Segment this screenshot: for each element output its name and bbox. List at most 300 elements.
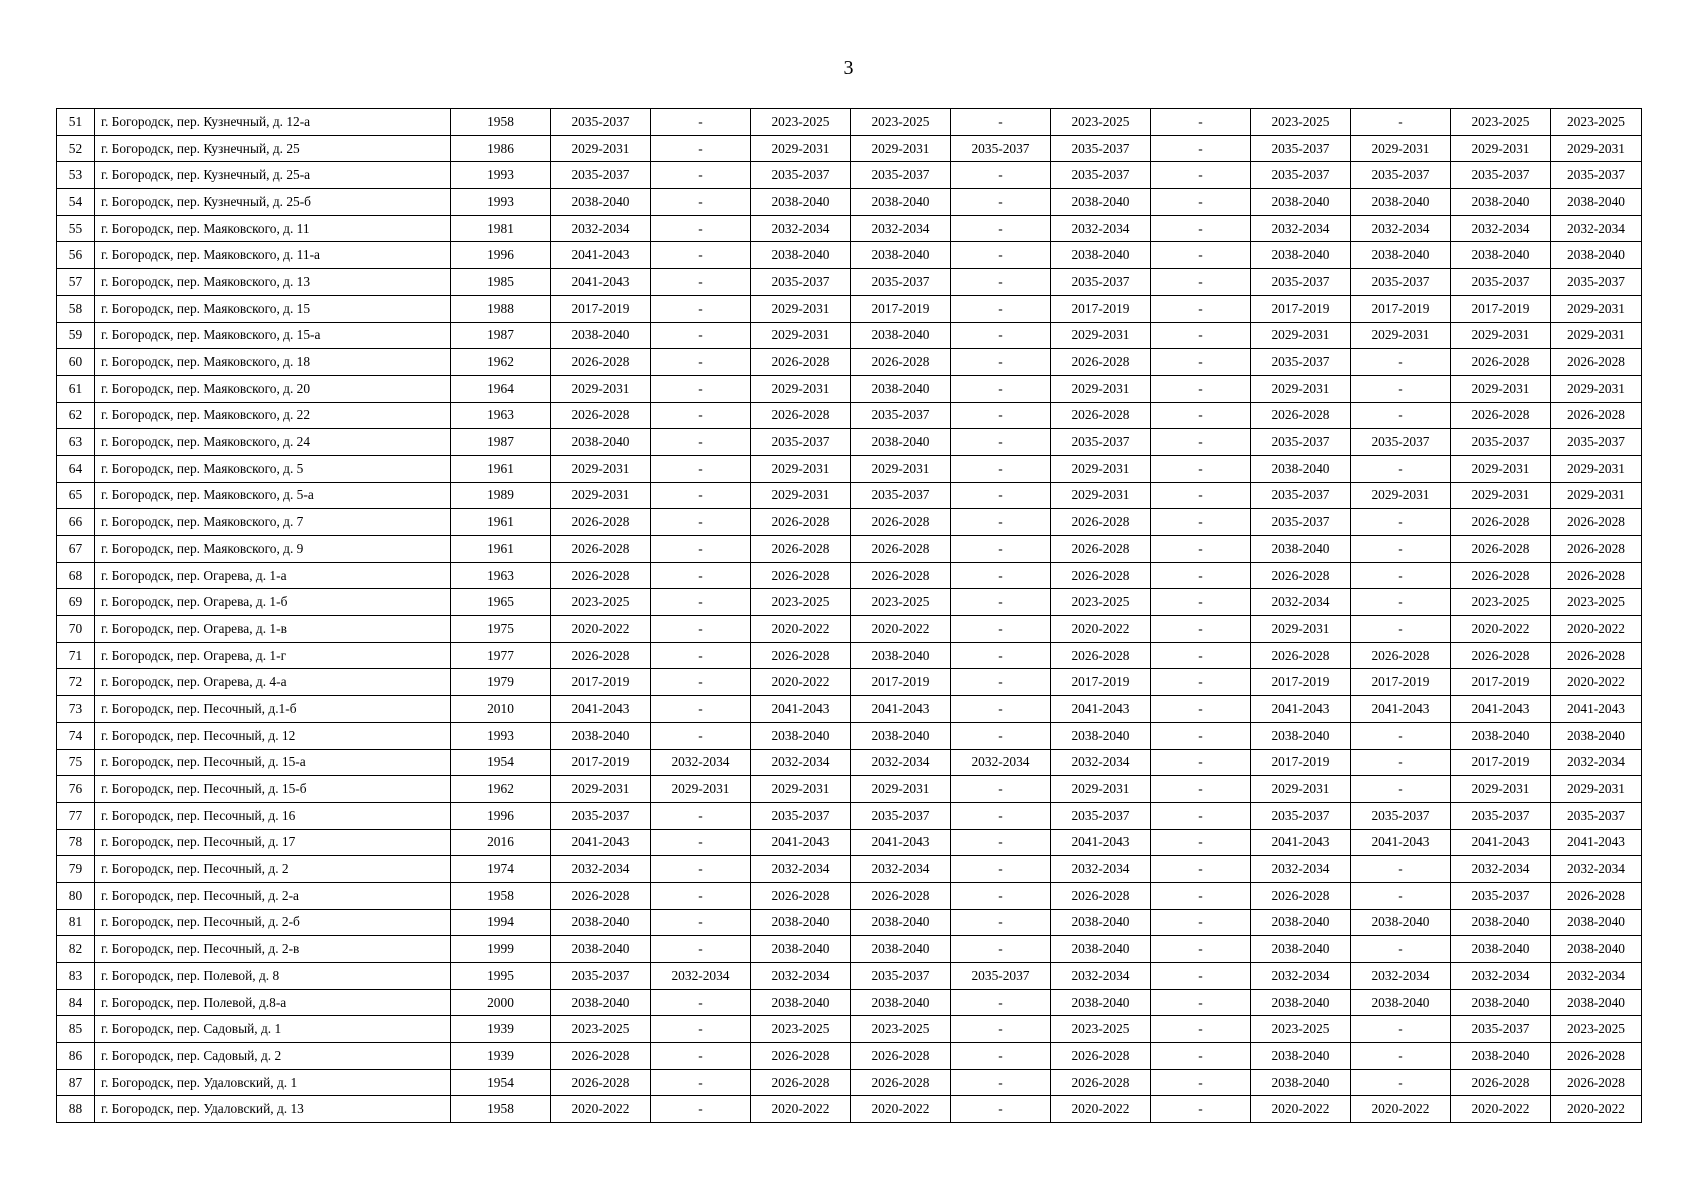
row-number-cell: 79 [57, 856, 95, 883]
period-cell: 2038-2040 [1051, 936, 1151, 963]
table-row [57, 162, 1642, 189]
row-number-cell: 64 [57, 455, 95, 482]
period-cell: 2017-2019 [551, 669, 651, 696]
period-cell: 2038-2040 [851, 242, 951, 269]
period-cell: 2029-2031 [1551, 322, 1642, 349]
period-cell: 2020-2022 [751, 669, 851, 696]
period-cell: - [1351, 375, 1451, 402]
period-cell: - [1351, 1043, 1451, 1070]
period-cell: 2026-2028 [751, 882, 851, 909]
year-built-cell: 1939 [451, 1016, 551, 1043]
table-row [57, 669, 1642, 696]
period-cell: 2038-2040 [851, 989, 951, 1016]
period-cell: - [651, 429, 751, 456]
table-row [57, 776, 1642, 803]
period-cell: 2041-2043 [1451, 829, 1551, 856]
period-cell: 2038-2040 [851, 722, 951, 749]
period-cell: 2035-2037 [1251, 802, 1351, 829]
period-cell: 2041-2043 [851, 696, 951, 723]
period-cell: 2026-2028 [1451, 402, 1551, 429]
period-cell: 2035-2037 [1451, 1016, 1551, 1043]
period-cell: 2038-2040 [1551, 989, 1642, 1016]
period-cell: - [1151, 109, 1251, 136]
period-cell: - [1351, 776, 1451, 803]
period-cell: 2035-2037 [851, 269, 951, 296]
period-cell: 2041-2043 [1351, 829, 1451, 856]
year-built-cell: 1988 [451, 295, 551, 322]
table-row [57, 429, 1642, 456]
period-cell: 2041-2043 [851, 829, 951, 856]
period-cell: 2038-2040 [1051, 242, 1151, 269]
table-row [57, 909, 1642, 936]
period-cell: - [1151, 1043, 1251, 1070]
period-cell: - [1151, 162, 1251, 189]
period-cell: 2041-2043 [751, 696, 851, 723]
period-cell: 2026-2028 [851, 509, 951, 536]
period-cell: 2026-2028 [1051, 509, 1151, 536]
period-cell: - [1351, 536, 1451, 563]
period-cell: 2035-2037 [851, 482, 951, 509]
period-cell: 2041-2043 [1351, 696, 1451, 723]
period-cell: 2029-2031 [1251, 375, 1351, 402]
period-cell: 2035-2037 [951, 135, 1051, 162]
period-cell: - [1351, 856, 1451, 883]
row-number-cell: 56 [57, 242, 95, 269]
year-built-cell: 1989 [451, 482, 551, 509]
year-built-cell: 1958 [451, 1096, 551, 1123]
table-row [57, 242, 1642, 269]
period-cell: - [651, 322, 751, 349]
period-cell: - [951, 429, 1051, 456]
period-cell: 2026-2028 [1051, 536, 1151, 563]
period-cell: 2020-2022 [1251, 1096, 1351, 1123]
table-row [57, 749, 1642, 776]
table-row [57, 1043, 1642, 1070]
period-cell: - [1151, 1069, 1251, 1096]
period-cell: 2038-2040 [551, 989, 651, 1016]
period-cell: 2038-2040 [1451, 989, 1551, 1016]
row-number-cell: 71 [57, 642, 95, 669]
address-cell: г. Богородск, пер. Маяковского, д. 7 [95, 509, 451, 536]
period-cell: - [1151, 562, 1251, 589]
row-number-cell: 70 [57, 616, 95, 643]
period-cell: - [951, 402, 1051, 429]
period-cell: 2026-2028 [1051, 882, 1151, 909]
period-cell: - [651, 375, 751, 402]
period-cell: 2038-2040 [1551, 722, 1642, 749]
period-cell: 2023-2025 [851, 109, 951, 136]
period-cell: - [651, 616, 751, 643]
period-cell: 2038-2040 [551, 189, 651, 216]
period-cell: 2029-2031 [751, 482, 851, 509]
table-row [57, 135, 1642, 162]
year-built-cell: 1962 [451, 349, 551, 376]
period-cell: - [651, 402, 751, 429]
period-cell: - [1151, 402, 1251, 429]
period-cell: 2035-2037 [751, 429, 851, 456]
period-cell: - [1151, 776, 1251, 803]
period-cell: - [1151, 669, 1251, 696]
period-cell: 2035-2037 [1251, 349, 1351, 376]
period-cell: - [1151, 135, 1251, 162]
period-cell: 2032-2034 [1251, 589, 1351, 616]
period-cell: - [651, 349, 751, 376]
address-cell: г. Богородск, пер. Песочный, д. 12 [95, 722, 451, 749]
period-cell: - [1151, 1016, 1251, 1043]
period-cell: 2023-2025 [751, 1016, 851, 1043]
year-built-cell: 1987 [451, 322, 551, 349]
period-cell: 2035-2037 [1551, 269, 1642, 296]
period-cell: 2029-2031 [551, 455, 651, 482]
period-cell: - [951, 455, 1051, 482]
period-cell: - [951, 882, 1051, 909]
period-cell: - [1351, 402, 1451, 429]
period-cell: - [951, 269, 1051, 296]
period-cell: 2038-2040 [751, 722, 851, 749]
address-cell: г. Богородск, пер. Песочный, д. 2-а [95, 882, 451, 909]
address-cell: г. Богородск, пер. Песочный, д.1-б [95, 696, 451, 723]
period-cell: 2026-2028 [551, 562, 651, 589]
address-cell: г. Богородск, пер. Удаловский, д. 13 [95, 1096, 451, 1123]
period-cell: 2035-2037 [1451, 882, 1551, 909]
period-cell: 2026-2028 [1451, 1069, 1551, 1096]
period-cell: 2026-2028 [1451, 509, 1551, 536]
address-cell: г. Богородск, пер. Маяковского, д. 5 [95, 455, 451, 482]
year-built-cell: 1974 [451, 856, 551, 883]
period-cell: 2038-2040 [1351, 989, 1451, 1016]
period-cell: 2035-2037 [1051, 162, 1151, 189]
table-row [57, 322, 1642, 349]
period-cell: 2029-2031 [551, 135, 651, 162]
period-cell: - [1151, 242, 1251, 269]
period-cell: 2026-2028 [1451, 349, 1551, 376]
period-cell: 2032-2034 [1051, 215, 1151, 242]
period-cell: 2020-2022 [1351, 1096, 1451, 1123]
address-cell: г. Богородск, пер. Маяковского, д. 11-а [95, 242, 451, 269]
address-cell: г. Богородск, пер. Огарева, д. 1-г [95, 642, 451, 669]
address-cell: г. Богородск, пер. Маяковского, д. 11 [95, 215, 451, 242]
period-cell: - [1351, 562, 1451, 589]
row-number-cell: 57 [57, 269, 95, 296]
period-cell: 2035-2037 [1051, 269, 1151, 296]
period-cell: 2023-2025 [1251, 109, 1351, 136]
period-cell: - [1151, 429, 1251, 456]
row-number-cell: 65 [57, 482, 95, 509]
period-cell: 2038-2040 [1251, 909, 1351, 936]
period-cell: - [951, 375, 1051, 402]
period-cell: 2029-2031 [1051, 375, 1151, 402]
year-built-cell: 1977 [451, 642, 551, 669]
period-cell: - [1351, 749, 1451, 776]
period-cell: 2026-2028 [851, 1043, 951, 1070]
period-cell: - [1151, 642, 1251, 669]
period-cell: 2035-2037 [551, 109, 651, 136]
period-cell: 2026-2028 [751, 562, 851, 589]
period-cell: 2017-2019 [1451, 749, 1551, 776]
period-cell: 2032-2034 [1451, 215, 1551, 242]
table-row [57, 562, 1642, 589]
period-cell: - [651, 829, 751, 856]
period-cell: - [651, 1096, 751, 1123]
period-cell: 2023-2025 [1551, 109, 1642, 136]
period-cell: - [1151, 616, 1251, 643]
period-cell: 2035-2037 [751, 802, 851, 829]
period-cell: 2035-2037 [1251, 429, 1351, 456]
period-cell: 2029-2031 [1451, 135, 1551, 162]
table-row [57, 616, 1642, 643]
row-number-cell: 58 [57, 295, 95, 322]
table-body [57, 109, 1642, 1123]
period-cell: 2032-2034 [1051, 963, 1151, 990]
year-built-cell: 1961 [451, 536, 551, 563]
period-cell: 2035-2037 [1351, 269, 1451, 296]
year-built-cell: 1964 [451, 375, 551, 402]
period-cell: 2035-2037 [1451, 802, 1551, 829]
year-built-cell: 1985 [451, 269, 551, 296]
period-cell: 2029-2031 [1051, 776, 1151, 803]
period-cell: 2041-2043 [1251, 829, 1351, 856]
period-cell: - [651, 642, 751, 669]
year-built-cell: 1954 [451, 749, 551, 776]
period-cell: 2035-2037 [551, 162, 651, 189]
table-row [57, 989, 1642, 1016]
period-cell: 2026-2028 [1251, 402, 1351, 429]
period-cell: 2038-2040 [1451, 242, 1551, 269]
row-number-cell: 54 [57, 189, 95, 216]
address-cell: г. Богородск, пер. Полевой, д. 8 [95, 963, 451, 990]
period-cell: 2026-2028 [1251, 642, 1351, 669]
period-cell: 2035-2037 [751, 269, 851, 296]
period-cell: 2035-2037 [1551, 802, 1642, 829]
period-cell: 2026-2028 [551, 536, 651, 563]
year-built-cell: 1963 [451, 402, 551, 429]
period-cell: - [651, 1043, 751, 1070]
period-cell: 2017-2019 [551, 295, 651, 322]
period-cell: 2032-2034 [1251, 963, 1351, 990]
period-cell: 2038-2040 [851, 642, 951, 669]
period-cell: - [1351, 1016, 1451, 1043]
period-cell: - [1151, 882, 1251, 909]
period-cell: 2038-2040 [1051, 189, 1151, 216]
period-cell: - [951, 589, 1051, 616]
period-cell: 2023-2025 [1051, 1016, 1151, 1043]
period-cell: 2029-2031 [1551, 455, 1642, 482]
row-number-cell: 67 [57, 536, 95, 563]
period-cell: - [651, 802, 751, 829]
period-cell: - [651, 1069, 751, 1096]
period-cell: - [951, 909, 1051, 936]
period-cell: - [1151, 936, 1251, 963]
period-cell: 2026-2028 [551, 642, 651, 669]
period-cell: 2035-2037 [1051, 429, 1151, 456]
period-cell: 2032-2034 [751, 215, 851, 242]
period-cell: 2035-2037 [1451, 162, 1551, 189]
period-cell: 2038-2040 [1551, 189, 1642, 216]
period-cell: 2029-2031 [1451, 375, 1551, 402]
period-cell: 2026-2028 [1251, 562, 1351, 589]
period-cell: - [1151, 269, 1251, 296]
period-cell: 2029-2031 [1051, 482, 1151, 509]
period-cell: 2041-2043 [551, 829, 651, 856]
period-cell: 2035-2037 [751, 162, 851, 189]
period-cell: - [1151, 375, 1251, 402]
period-cell: 2026-2028 [1051, 402, 1151, 429]
period-cell: 2029-2031 [1351, 135, 1451, 162]
table-row [57, 936, 1642, 963]
row-number-cell: 81 [57, 909, 95, 936]
row-number-cell: 73 [57, 696, 95, 723]
period-cell: 2020-2022 [1551, 1096, 1642, 1123]
period-cell: - [1151, 802, 1251, 829]
period-cell: 2026-2028 [1351, 642, 1451, 669]
period-cell: 2023-2025 [1451, 109, 1551, 136]
period-cell: 2026-2028 [1551, 349, 1642, 376]
address-cell: г. Богородск, пер. Маяковского, д. 22 [95, 402, 451, 429]
period-cell: 2041-2043 [1051, 696, 1151, 723]
period-cell: 2026-2028 [551, 1043, 651, 1070]
address-cell: г. Богородск, пер. Кузнечный, д. 25-а [95, 162, 451, 189]
period-cell: - [651, 509, 751, 536]
period-cell: 2029-2031 [751, 295, 851, 322]
period-cell: 2020-2022 [751, 1096, 851, 1123]
period-cell: 2038-2040 [1351, 909, 1451, 936]
period-cell: 2038-2040 [551, 936, 651, 963]
table-row [57, 696, 1642, 723]
period-cell: - [651, 989, 751, 1016]
period-cell: 2029-2031 [551, 375, 651, 402]
period-cell: 2035-2037 [1451, 429, 1551, 456]
address-cell: г. Богородск, пер. Садовый, д. 1 [95, 1016, 451, 1043]
row-number-cell: 86 [57, 1043, 95, 1070]
period-cell: 2029-2031 [851, 135, 951, 162]
year-built-cell: 1939 [451, 1043, 551, 1070]
period-cell: 2038-2040 [851, 375, 951, 402]
period-cell: 2038-2040 [1251, 1069, 1351, 1096]
period-cell: 2038-2040 [751, 989, 851, 1016]
row-number-cell: 51 [57, 109, 95, 136]
period-cell: 2038-2040 [751, 936, 851, 963]
period-cell: 2032-2034 [551, 856, 651, 883]
row-number-cell: 78 [57, 829, 95, 856]
address-cell: г. Богородск, пер. Маяковского, д. 15-а [95, 322, 451, 349]
period-cell: - [951, 215, 1051, 242]
period-cell: 2041-2043 [1551, 696, 1642, 723]
period-cell: 2038-2040 [1051, 909, 1151, 936]
period-cell: 2029-2031 [651, 776, 751, 803]
year-built-cell: 1963 [451, 562, 551, 589]
period-cell: 2029-2031 [1551, 375, 1642, 402]
period-cell: 2029-2031 [751, 776, 851, 803]
address-cell: г. Богородск, пер. Огарева, д. 1-в [95, 616, 451, 643]
address-cell: г. Богородск, пер. Маяковского, д. 15 [95, 295, 451, 322]
address-cell: г. Богородск, пер. Полевой, д.8-а [95, 989, 451, 1016]
period-cell: 2038-2040 [751, 909, 851, 936]
period-cell: 2038-2040 [851, 936, 951, 963]
period-cell: 2029-2031 [1051, 322, 1151, 349]
period-cell: 2020-2022 [851, 1096, 951, 1123]
period-cell: - [951, 936, 1051, 963]
period-cell: 2032-2034 [1451, 963, 1551, 990]
table-row [57, 882, 1642, 909]
period-cell: 2029-2031 [1551, 776, 1642, 803]
period-cell: 2023-2025 [851, 589, 951, 616]
period-cell: 2026-2028 [551, 509, 651, 536]
period-cell: - [651, 295, 751, 322]
period-cell: - [951, 562, 1051, 589]
period-cell: 2017-2019 [1251, 295, 1351, 322]
period-cell: 2017-2019 [1251, 669, 1351, 696]
period-cell: 2038-2040 [551, 722, 651, 749]
period-cell: 2029-2031 [1251, 322, 1351, 349]
period-cell: 2035-2037 [1551, 429, 1642, 456]
page-number: 3 [843, 57, 854, 79]
period-cell: 2017-2019 [1451, 669, 1551, 696]
period-cell: 2038-2040 [1351, 189, 1451, 216]
period-cell: 2032-2034 [1251, 856, 1351, 883]
period-cell: 2026-2028 [1551, 402, 1642, 429]
period-cell: - [651, 882, 751, 909]
period-cell: 2023-2025 [551, 1016, 651, 1043]
period-cell: 2023-2025 [851, 1016, 951, 1043]
row-number-cell: 69 [57, 589, 95, 616]
period-cell: 2041-2043 [1451, 696, 1551, 723]
period-cell: 2029-2031 [551, 482, 651, 509]
row-number-cell: 63 [57, 429, 95, 456]
period-cell: 2032-2034 [651, 963, 751, 990]
period-cell: - [951, 722, 1051, 749]
period-cell: 2032-2034 [951, 749, 1051, 776]
year-built-cell: 1995 [451, 963, 551, 990]
period-cell: 2026-2028 [751, 1069, 851, 1096]
year-built-cell: 1996 [451, 802, 551, 829]
period-cell: - [651, 562, 751, 589]
period-cell: - [951, 696, 1051, 723]
period-cell: 2026-2028 [1451, 536, 1551, 563]
period-cell: 2017-2019 [1451, 295, 1551, 322]
table-row [57, 1016, 1642, 1043]
period-cell: 2020-2022 [851, 616, 951, 643]
period-cell: 2017-2019 [1251, 749, 1351, 776]
period-cell: 2038-2040 [1451, 722, 1551, 749]
year-built-cell: 1954 [451, 1069, 551, 1096]
period-cell: 2038-2040 [1251, 936, 1351, 963]
period-cell: - [1151, 482, 1251, 509]
period-cell: 2023-2025 [551, 589, 651, 616]
period-cell: 2038-2040 [1451, 189, 1551, 216]
period-cell: - [1151, 589, 1251, 616]
period-cell: - [651, 722, 751, 749]
period-cell: - [651, 856, 751, 883]
year-built-cell: 1958 [451, 109, 551, 136]
period-cell: 2032-2034 [1351, 963, 1451, 990]
period-cell: 2026-2028 [1051, 1043, 1151, 1070]
period-cell: 2032-2034 [1551, 215, 1642, 242]
period-cell: 2029-2031 [751, 455, 851, 482]
period-cell: 2023-2025 [1551, 589, 1642, 616]
row-number-cell: 52 [57, 135, 95, 162]
period-cell: - [951, 856, 1051, 883]
period-cell: 2029-2031 [1451, 482, 1551, 509]
period-cell: 2035-2037 [951, 963, 1051, 990]
period-cell: - [1351, 589, 1451, 616]
address-cell: г. Богородск, пер. Огарева, д. 1-б [95, 589, 451, 616]
period-cell: 2026-2028 [751, 509, 851, 536]
row-number-cell: 60 [57, 349, 95, 376]
period-cell: - [1351, 616, 1451, 643]
table-row [57, 295, 1642, 322]
table-row [57, 589, 1642, 616]
period-cell: - [951, 1096, 1051, 1123]
